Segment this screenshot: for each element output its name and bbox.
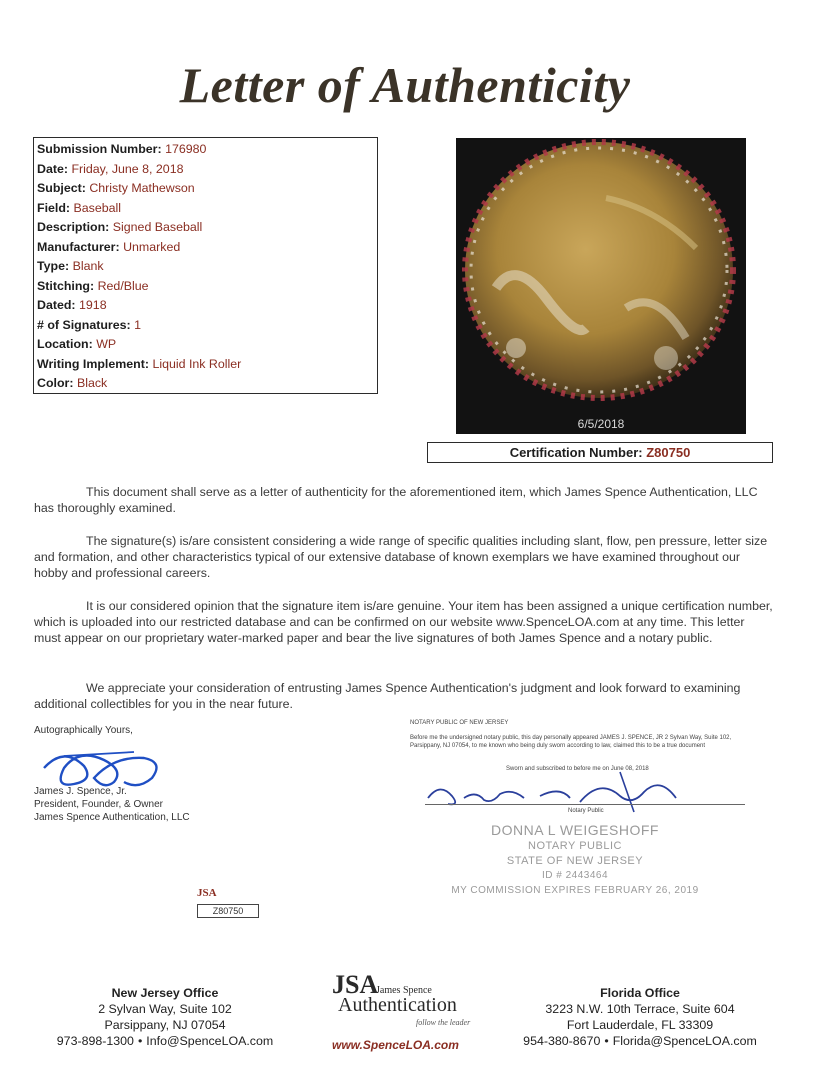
nj-office-phone: 973-898-1300 [56, 1034, 134, 1048]
item-details-box [33, 137, 378, 394]
new-jersey-office [40, 985, 290, 1049]
signer-company: James Spence Authentication, LLC [34, 812, 190, 823]
fl-office-phone: 954-380-8670 [523, 1034, 601, 1048]
detail-row-stitching: Stitching: Red/Blue [37, 278, 149, 293]
fl-office-contact [500, 1033, 780, 1049]
nj-office-title: New Jersey Office [111, 986, 219, 1000]
detail-row-description: Description: Signed Baseball [37, 220, 203, 234]
florida-office [500, 985, 780, 1049]
logo-jsa-text: JSA [332, 970, 379, 999]
signer-name: James J. Spence, Jr. [34, 786, 127, 797]
nj-office-contact [40, 1033, 290, 1049]
notary-stamp-name: DONNA L WEIGESHOFF [491, 822, 659, 838]
paragraph-3: It is our considered opinion that the signature item is/are genuine. Your item has been assigned a unique certification number, which is uploaded into our restricted database and can be confirmed on our website www.SpenceLOA.com at any time. This letter must appear on our proprietary water-marked paper and bear the live signatures of both James Spence and a notary public. [34, 599, 773, 645]
detail-row-date: Date: Friday, June 8, 2018 [37, 161, 184, 176]
detail-row-dated: Dated: 1918 [37, 298, 107, 312]
fl-office-address-2: Fort Lauderdale, FL 33309 [566, 1018, 714, 1032]
notary-stamp-title: NOTARY PUBLIC [528, 840, 622, 852]
paragraph-4: We appreciate your consideration of entrusting James Spence Authentication's judgment and look forward to examining additional collectibles for you in the near future. [34, 681, 741, 711]
detail-row-type: Type: Blank [37, 259, 104, 273]
logo-tagline: follow the leader [416, 1018, 471, 1027]
nj-office-address-1: 2 Sylvan Way, Suite 102 [98, 1002, 232, 1016]
baseball-photo [456, 138, 746, 434]
fl-office-address-1: 3223 N.W. 10th Terrace, Suite 604 [545, 1002, 735, 1016]
signer-role: President, Founder, & Owner [34, 799, 163, 810]
notary-signature-line [425, 804, 745, 805]
detail-row-manufacturer: Manufacturer: Unmarked [37, 239, 181, 254]
fl-office-title: Florida Office [600, 986, 680, 1000]
notary-stamp-expires: MY COMMISSION EXPIRES FEBRUARY 26, 2019 [451, 885, 699, 896]
logo-james-spence: James Spence [376, 985, 432, 996]
certification-label: Certification Number: [509, 445, 643, 460]
bullet-separator: • [604, 1034, 609, 1048]
detail-row-location: Location: WP [37, 337, 117, 351]
notary-sworn-date: Sworn and subscribed to before me on June 08, 2018 [506, 766, 649, 772]
letter-title: Letter of Authenticity [179, 57, 631, 113]
mini-cert-number: Z80750 [197, 904, 259, 918]
jsa-logo [318, 968, 498, 1058]
website-link[interactable]: www.SpenceLOA.com [332, 1038, 459, 1052]
notary-stamp-state: STATE OF NEW JERSEY [506, 855, 644, 867]
detail-row-color: Color: Black [37, 376, 108, 390]
notary-stamp-id: ID # 2443464 [541, 870, 609, 881]
photo-date: 6/5/2018 [577, 417, 625, 431]
jsa-mini-logo: JSA [197, 887, 217, 899]
notary-signature-label: Notary Public [568, 808, 604, 814]
nj-office-address-2: Parsippany, NJ 07054 [104, 1018, 226, 1032]
closing-salutation: Autographically Yours, [34, 725, 133, 736]
detail-row-submission: Submission Number: 176980 [37, 142, 207, 156]
detail-row-writing-implement: Writing Implement: Liquid Ink Roller [37, 356, 242, 371]
paragraph-2: The signature(s) is/are consistent considering a wide range of specific qualities including slant, flow, pen pressure, letter size and formation, and other characteristics typical of our extensive database of known exemplars we have examined throughout our hobby and professional careers. [34, 534, 768, 580]
certification-number: Z80750 [646, 445, 691, 460]
paragraph-1: This document shall serve as a letter of authenticity for the aforementioned item, which James Spence Authentication, LLC has thoroughly examined. [34, 485, 758, 515]
notary-header: NOTARY PUBLIC OF NEW JERSEY [410, 720, 509, 726]
baseball-image [456, 138, 746, 434]
notary-signature [420, 768, 700, 814]
notary-body: Before me the undersigned notary public, this day personally appeared JAMES J. SPENCE, JR 2 Sylvan Way, Suite 102, Parsippany, NJ 07054, to me known who being duly sworn according to law, claimed this to be a true document [410, 735, 732, 749]
detail-row-subject: Subject: Christy Mathewson [37, 181, 195, 195]
detail-row-field: Field: Baseball [37, 200, 122, 215]
certification-number-box [427, 442, 773, 463]
logo-authentication: Authentication [338, 994, 457, 1016]
detail-row-signatures: # of Signatures: 1 [37, 317, 141, 332]
bullet-separator: • [137, 1034, 143, 1048]
fl-office-email[interactable]: Florida@SpenceLOA.com [612, 1034, 757, 1048]
nj-office-email[interactable]: Info@SpenceLOA.com [146, 1034, 274, 1048]
